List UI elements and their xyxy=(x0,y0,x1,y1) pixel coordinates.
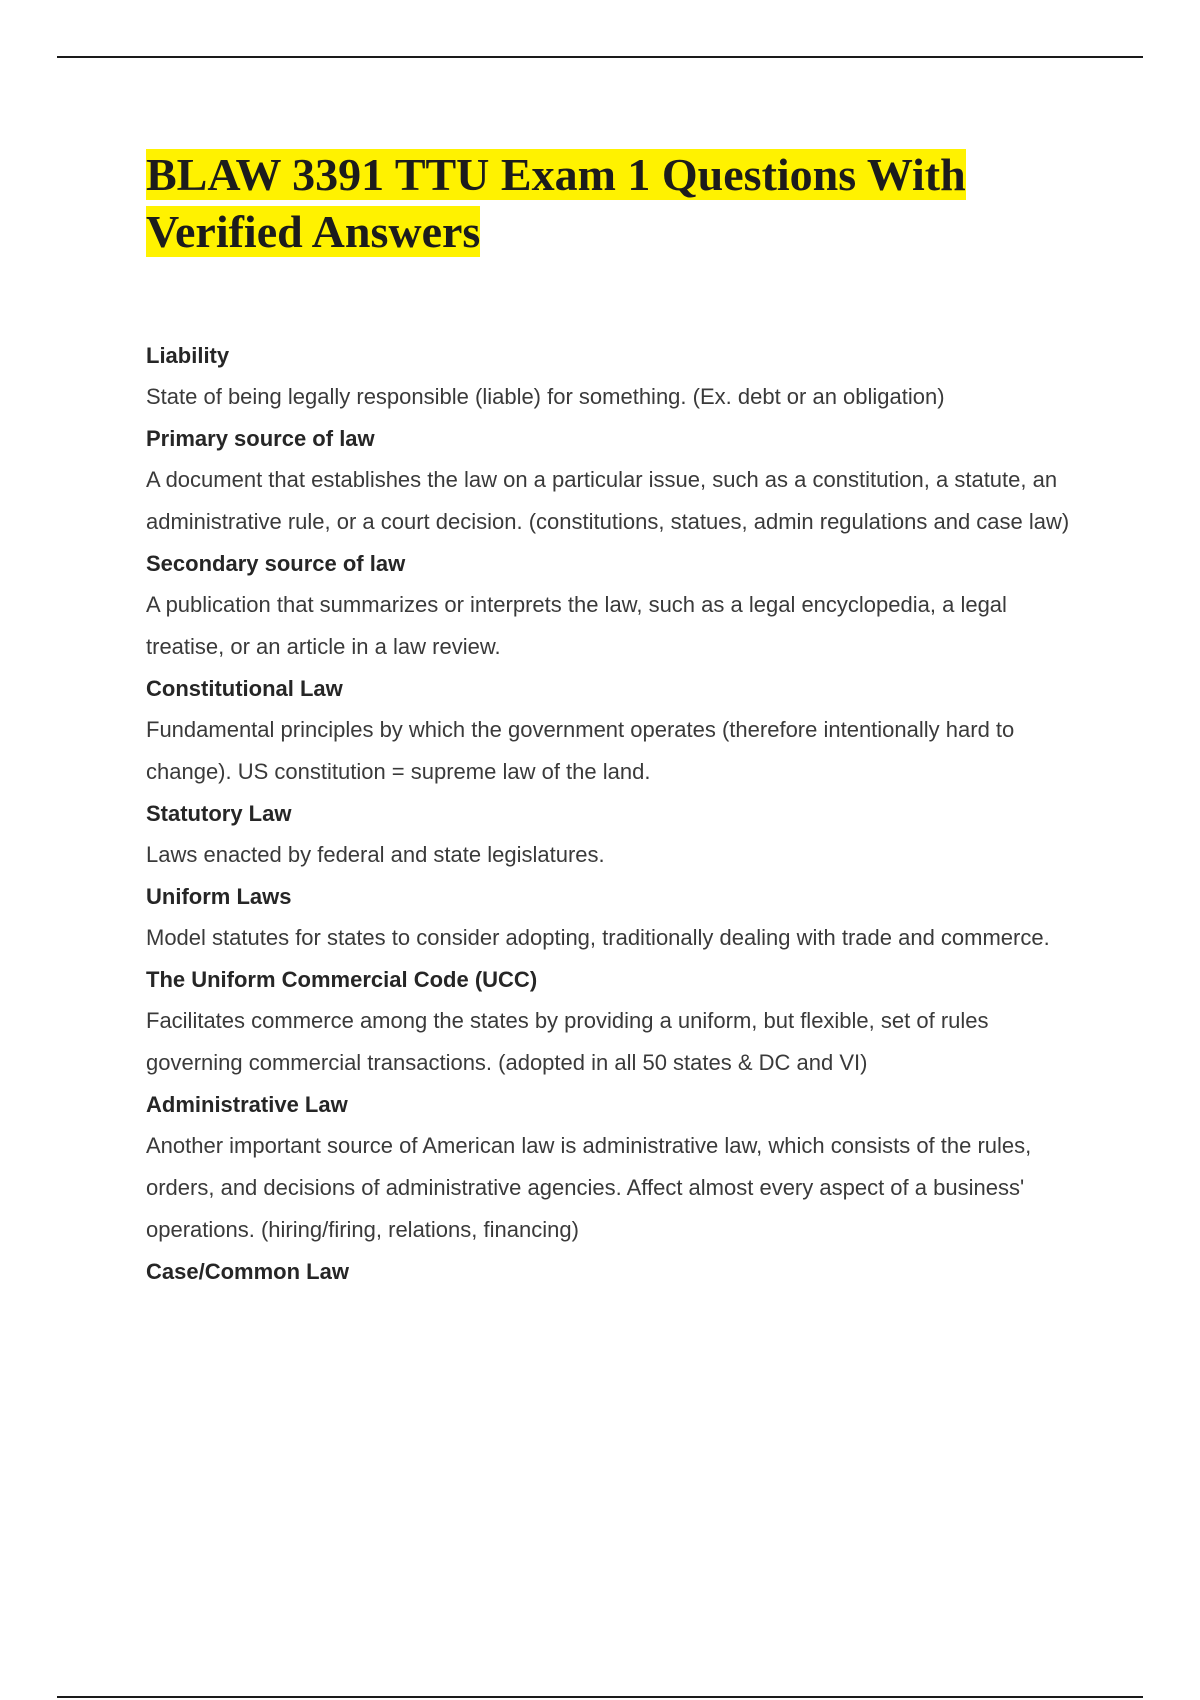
term-definition: Another important source of American law is administrative law, which consists of the rules, orders, and decisions of administrative agencies. Affect almost every aspect of a business' operations. (hiring/firing, relations, financing) xyxy=(146,1133,1032,1242)
term-label: Statutory Law xyxy=(146,801,292,826)
glossary-entry xyxy=(146,793,1086,876)
document-title xyxy=(146,146,1086,260)
glossary-entry xyxy=(146,1084,1086,1251)
term-label: The Uniform Commercial Code (UCC) xyxy=(146,967,538,992)
document-content xyxy=(146,146,1086,1292)
bottom-divider xyxy=(57,1696,1143,1698)
glossary-entry xyxy=(146,959,1086,1084)
term-definition: Fundamental principles by which the government operates (therefore intentionally hard to change). US constitution = supreme law of the land. xyxy=(146,717,1015,784)
glossary-entry xyxy=(146,668,1086,793)
glossary-entry xyxy=(146,876,1086,959)
term-definition: Model statutes for states to consider adopting, traditionally dealing with trade and commerce. xyxy=(146,925,1050,950)
term-definition: State of being legally responsible (liable) for something. (Ex. debt or an obligation) xyxy=(146,384,945,409)
glossary-entry xyxy=(146,1251,1086,1292)
term-definition: A publication that summarizes or interprets the law, such as a legal encyclopedia, a legal treatise, or an article in a law review. xyxy=(146,592,1007,659)
term-label: Administrative Law xyxy=(146,1092,348,1117)
term-definition: A document that establishes the law on a particular issue, such as a constitution, a statute, an administrative rule, or a court decision. (constitutions, statues, admin regulations and case law) xyxy=(146,467,1070,534)
term-label: Constitutional Law xyxy=(146,676,343,701)
top-divider xyxy=(57,56,1143,58)
glossary-list xyxy=(146,335,1086,1292)
term-definition: Facilitates commerce among the states by providing a uniform, but flexible, set of rules governing commercial transactions. (adopted in all 50 states & DC and VI) xyxy=(146,1008,989,1075)
term-label: Secondary source of law xyxy=(146,551,406,576)
term-label: Case/Common Law xyxy=(146,1259,349,1284)
term-label: Uniform Laws xyxy=(146,884,292,909)
glossary-entry xyxy=(146,335,1086,418)
title-highlight: BLAW 3391 TTU Exam 1 Questions With Verified Answers xyxy=(146,149,966,257)
glossary-entry xyxy=(146,418,1086,543)
term-definition: Laws enacted by federal and state legislatures. xyxy=(146,842,605,867)
glossary-entry xyxy=(146,543,1086,668)
term-label: Primary source of law xyxy=(146,426,375,451)
term-label: Liability xyxy=(146,343,230,368)
